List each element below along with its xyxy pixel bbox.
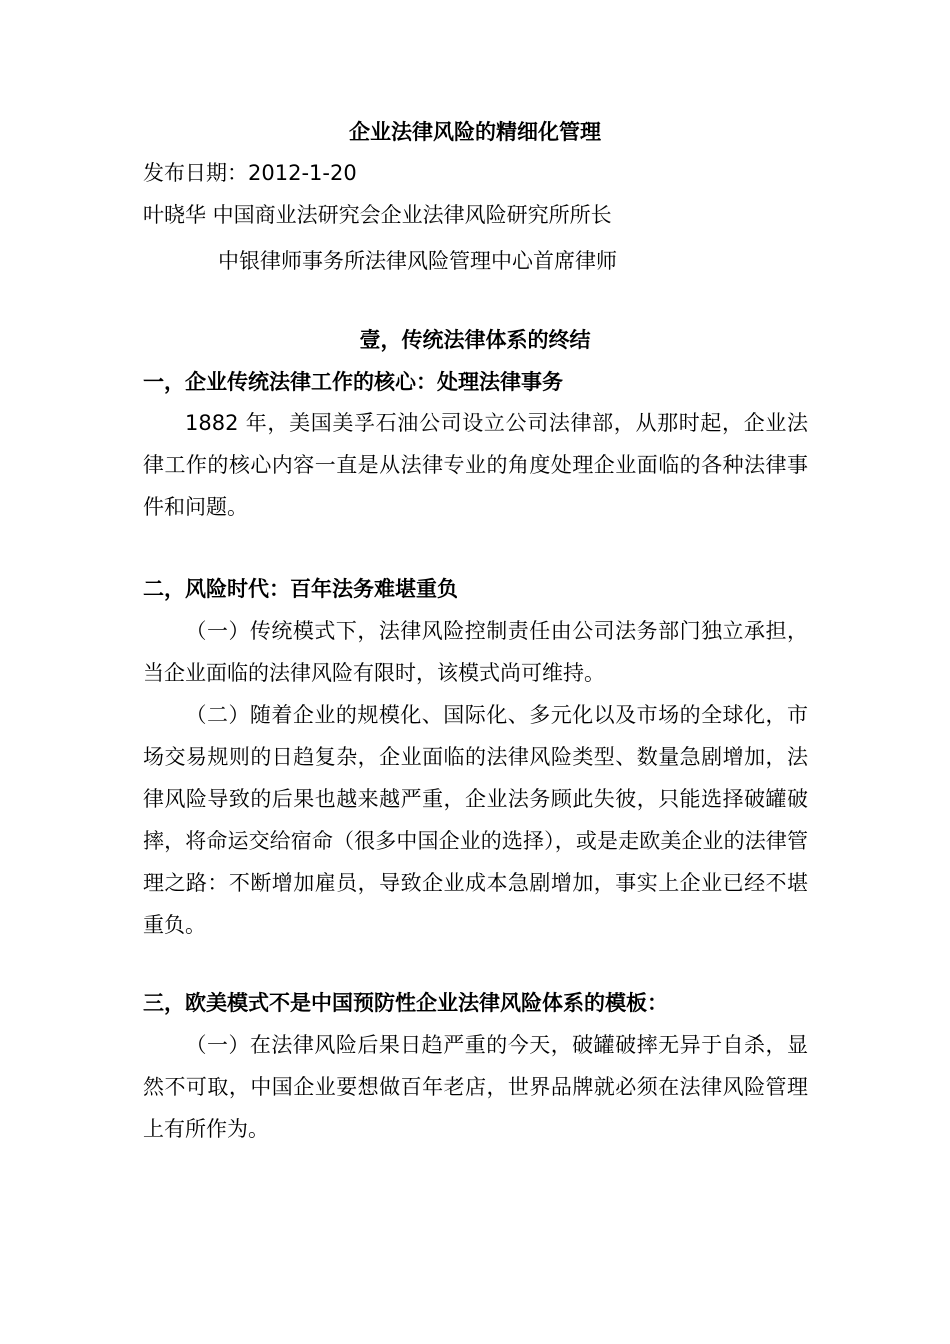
part-heading: 壹，传统法律体系的终结 bbox=[359, 328, 591, 352]
publish-date: 发布日期：2012-1-20 bbox=[143, 161, 357, 185]
section-heading: 二，风险时代：百年法务难堪重负 bbox=[143, 577, 458, 601]
paragraph-text: （一）传统模式下，法律风险控制责任由公司法务部门独立承担，当企业面临的法律风险有限时，该模式尚可维持。 bbox=[143, 619, 808, 685]
section-heading: 一，企业传统法律工作的核心：处理法律事务 bbox=[143, 370, 563, 394]
paragraph bbox=[143, 610, 808, 694]
document-title: 企业法律风险的精细化管理 bbox=[349, 120, 601, 144]
section-heading: 三，欧美模式不是中国预防性企业法律风险体系的模板： bbox=[143, 991, 668, 1015]
paragraph-text: 1882 年，美国美孚石油公司设立公司法律部，从那时起，企业法律工作的核心内容一直是从法律专业的角度处理企业面临的各种法律事件和问题。 bbox=[143, 411, 808, 519]
paragraph-text: （一）在法律风险后果日趋严重的今天，破罐破摔无异于自杀，显然不可取，中国企业要想做百年老店，世界品牌就必须在法律风险管理上有所作为。 bbox=[143, 1033, 808, 1141]
paragraph bbox=[143, 1024, 808, 1150]
paragraph bbox=[143, 402, 808, 528]
paragraph-text: （二）随着企业的规模化、国际化、多元化以及市场的全球化，市场交易规则的日趋复杂，企业面临的法律风险类型、数量急剧增加，法律风险导致的后果也越来越严重，企业法务顾此失彼，只能选择破罐破摔，将命运交给宿命（很多中国企业的选择），或是走欧美企业的法律管理之路：不断增加雇员，导致企业成本急剧增加，事实上企业已经不堪重负。 bbox=[143, 703, 808, 937]
author-title-line: 中银律师事务所法律风险管理中心首席律师 bbox=[218, 249, 617, 273]
paragraph bbox=[143, 694, 808, 946]
author-line: 叶晓华 中国商业法研究会企业法律风险研究所所长 bbox=[143, 203, 612, 227]
